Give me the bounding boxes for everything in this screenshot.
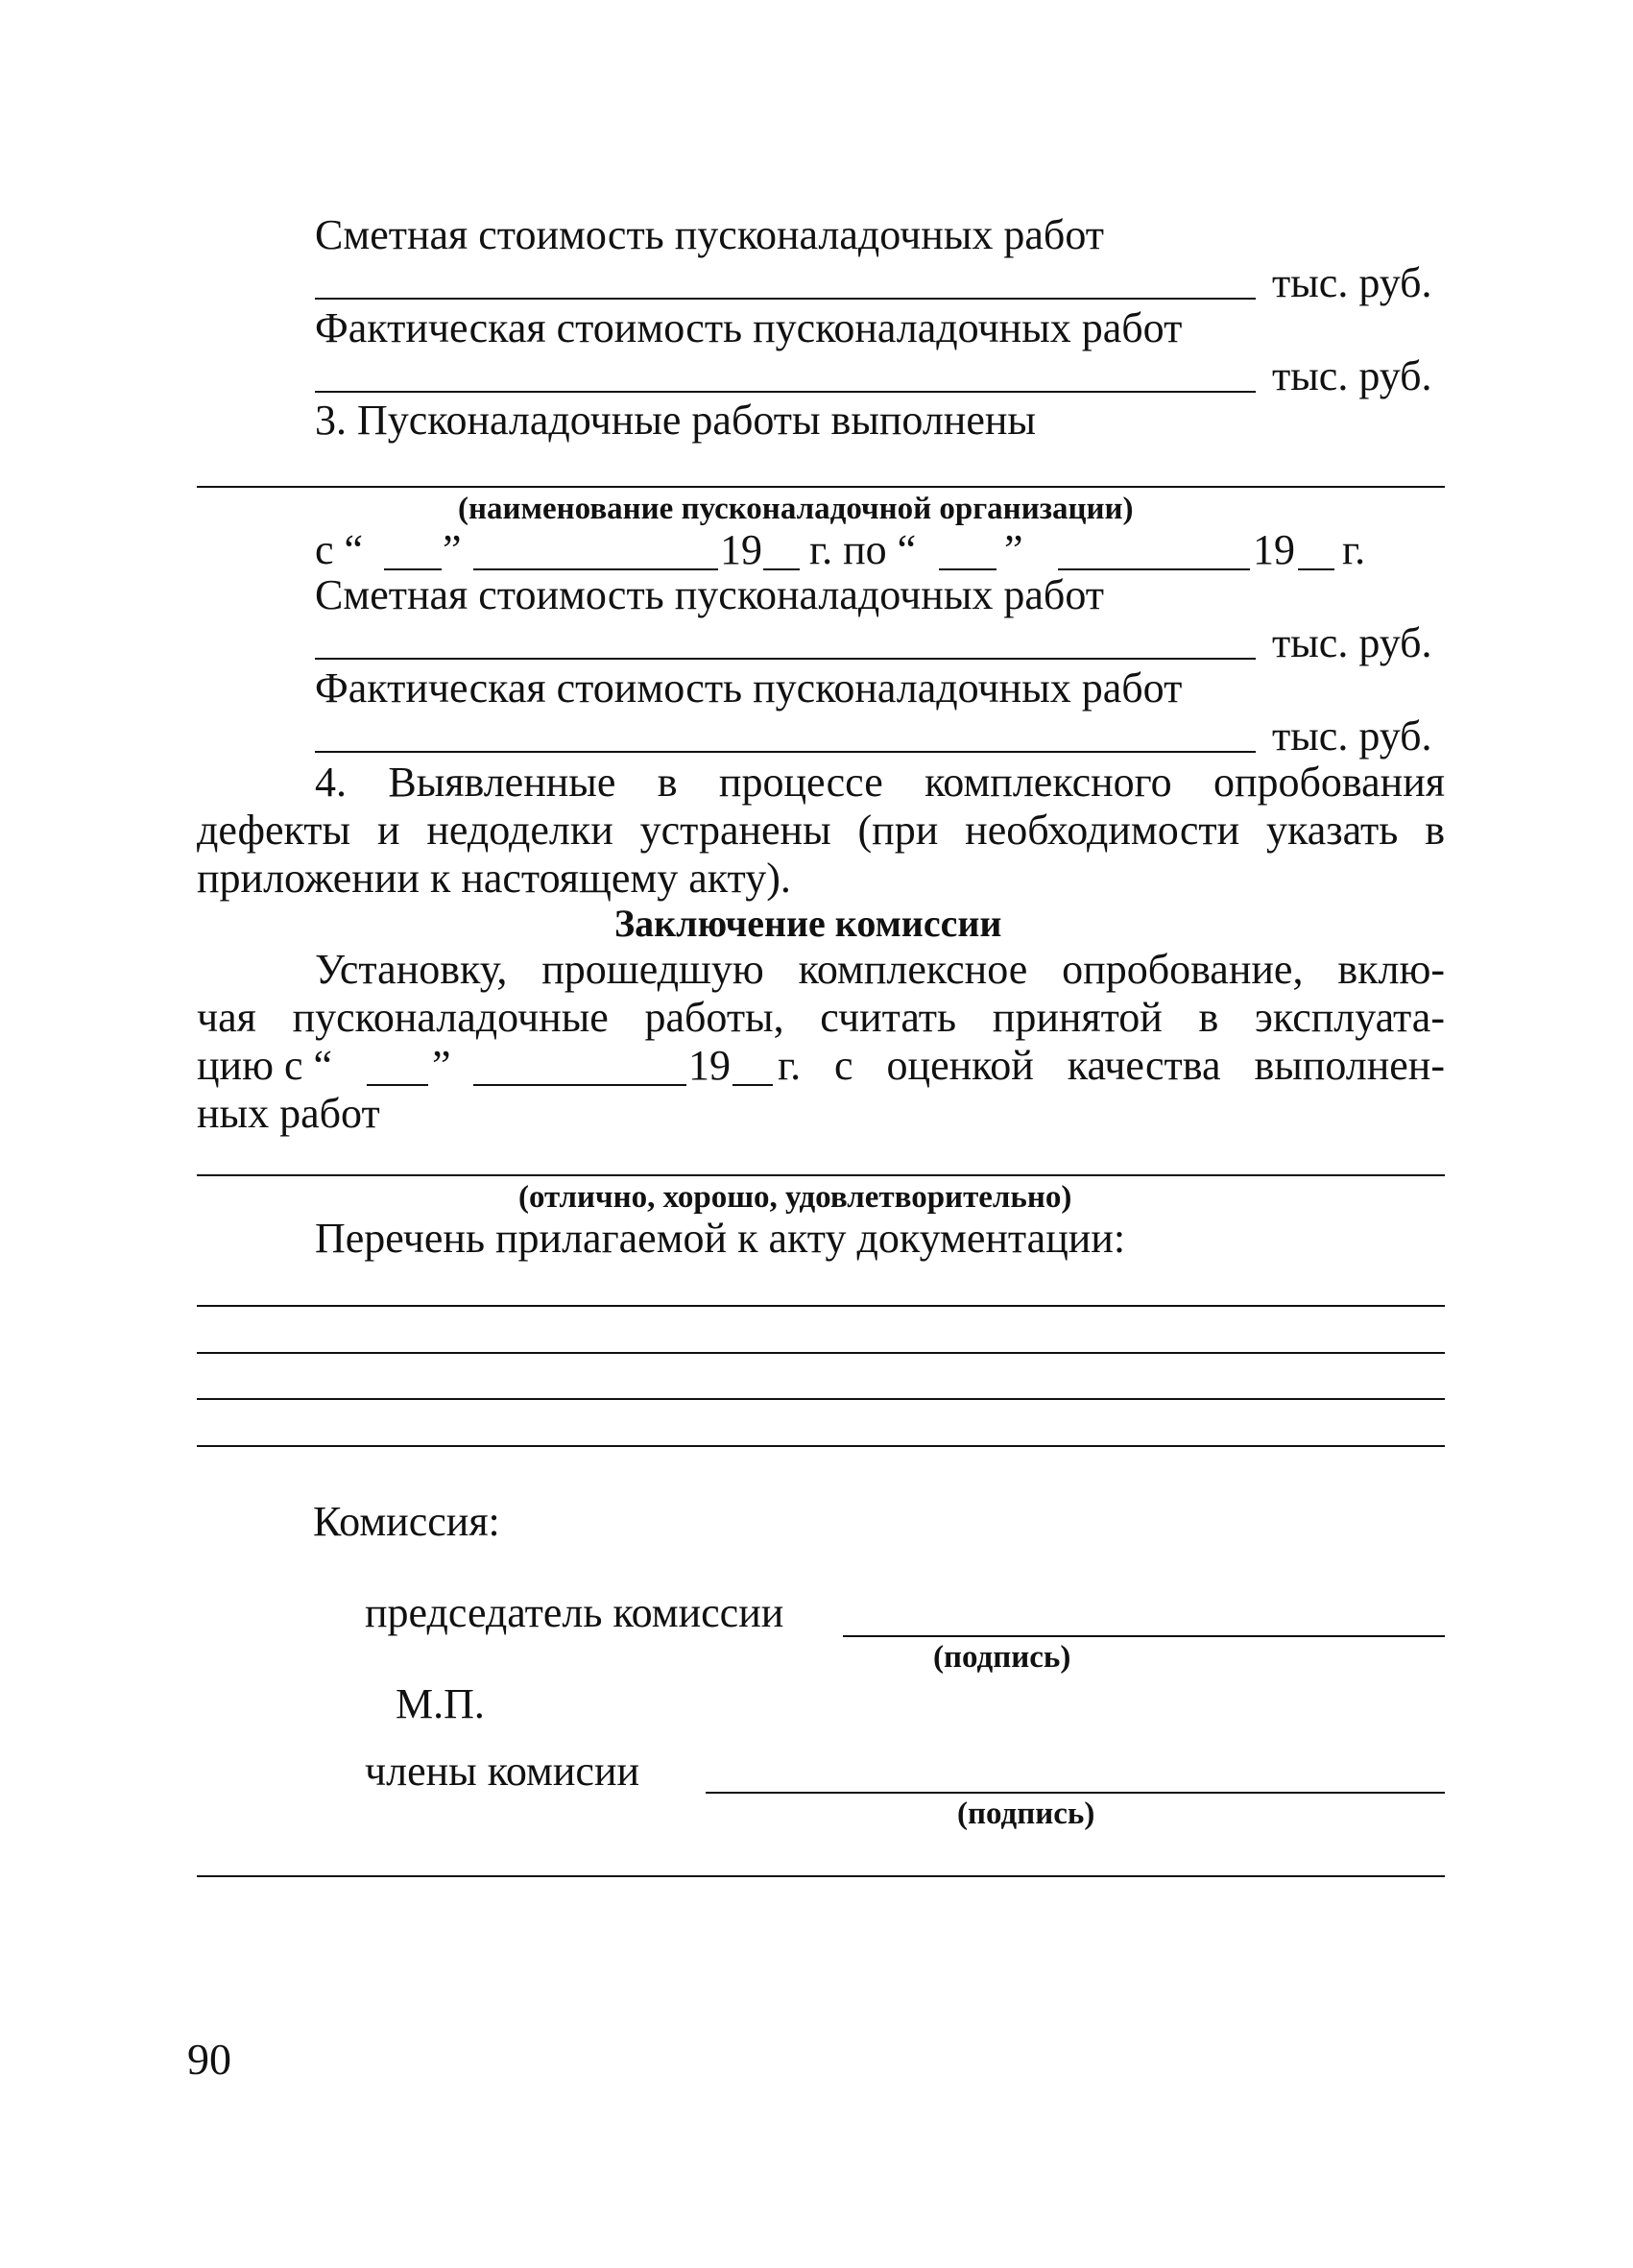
stamp-label: М.П. xyxy=(396,1680,485,1727)
month-blank xyxy=(1058,568,1250,570)
unit-label: тыс. руб. xyxy=(1272,712,1432,760)
day-blank xyxy=(384,568,442,570)
conclusion-line: ных работ xyxy=(197,1090,380,1137)
quality-caption: (отлично, хорошо, удовлетворительно) xyxy=(518,1180,1072,1215)
quote-close: ” xyxy=(1004,526,1023,573)
quality-line xyxy=(197,1174,1445,1176)
conclusion-line: Установку, прошедшую комплексное опробование, вклю- xyxy=(315,946,1445,993)
quote-close: ” xyxy=(443,526,462,573)
conclusion-title: Заключение комиссии xyxy=(614,902,1002,945)
year-blank xyxy=(1298,568,1334,570)
estimated-cost-line xyxy=(315,658,1256,660)
organization-caption: (наименование пусконаладочной организации) xyxy=(458,492,1134,526)
item-3-heading: 3. Пусконаладочные работы выполнены xyxy=(315,397,1036,444)
month-blank xyxy=(473,1084,686,1086)
year-blank xyxy=(763,568,800,570)
documents-list-label: Перечень прилагаемой к акту документации: xyxy=(315,1215,1126,1262)
signature-caption: (подпись) xyxy=(957,1797,1095,1831)
members-signature-line xyxy=(706,1792,1445,1794)
quote-close: ” xyxy=(432,1042,451,1089)
estimated-cost-label: Сметная стоимость пусконаладочных работ xyxy=(315,211,1104,258)
unit-label: тыс. руб. xyxy=(1272,352,1432,399)
documents-line xyxy=(197,1352,1445,1354)
documents-line xyxy=(197,1445,1445,1447)
year-blank xyxy=(732,1084,773,1086)
estimated-cost-label: Сметная стоимость пусконаладочных работ xyxy=(315,571,1104,618)
chairman-signature-line xyxy=(843,1635,1445,1637)
actual-cost-label: Фактическая стоимость пусконаладочных работ xyxy=(315,304,1183,351)
bottom-rule xyxy=(197,1875,1445,1877)
signature-caption: (подпись) xyxy=(933,1640,1071,1675)
page-number: 90 xyxy=(187,2035,231,2084)
documents-line xyxy=(197,1305,1445,1307)
actual-cost-line xyxy=(315,751,1256,753)
year-prefix: 19 xyxy=(1253,526,1295,573)
unit-label: тыс. руб. xyxy=(1272,619,1432,666)
actual-cost-line xyxy=(315,391,1256,393)
conclusion-line: чая пусконаладочные работы, считать принятой в эксплуата- xyxy=(197,994,1445,1041)
day-blank xyxy=(367,1084,428,1086)
item-4-line: 4. Выявленные в процессе комплексного опробования xyxy=(315,759,1445,806)
item-4-line: приложении к настоящему акту). xyxy=(197,855,791,902)
date-from-prefix: с “ xyxy=(315,526,364,573)
date-to-prefix: г. по “ xyxy=(809,526,917,573)
estimated-cost-line xyxy=(315,298,1256,300)
unit-label: тыс. руб. xyxy=(1272,259,1432,306)
year-suffix: г. xyxy=(1342,526,1366,573)
item-4-line: дефекты и недоделки устранены (при необходимости указать в xyxy=(197,807,1445,854)
year-prefix: 19 xyxy=(688,1042,731,1089)
actual-cost-label: Фактическая стоимость пусконаладочных работ xyxy=(315,664,1183,712)
conclusion-quality-text: г. с оценкой качества выполнен- xyxy=(778,1042,1445,1089)
documents-line xyxy=(197,1398,1445,1400)
year-prefix: 19 xyxy=(720,526,762,573)
day-blank xyxy=(939,568,997,570)
organization-line xyxy=(197,486,1445,488)
chairman-label: председатель комиссии xyxy=(365,1589,784,1636)
members-label: члены комисии xyxy=(365,1748,640,1795)
conclusion-date-prefix: цию с “ xyxy=(197,1042,333,1089)
month-blank xyxy=(473,568,718,570)
commission-heading: Комиссия: xyxy=(313,1498,500,1545)
